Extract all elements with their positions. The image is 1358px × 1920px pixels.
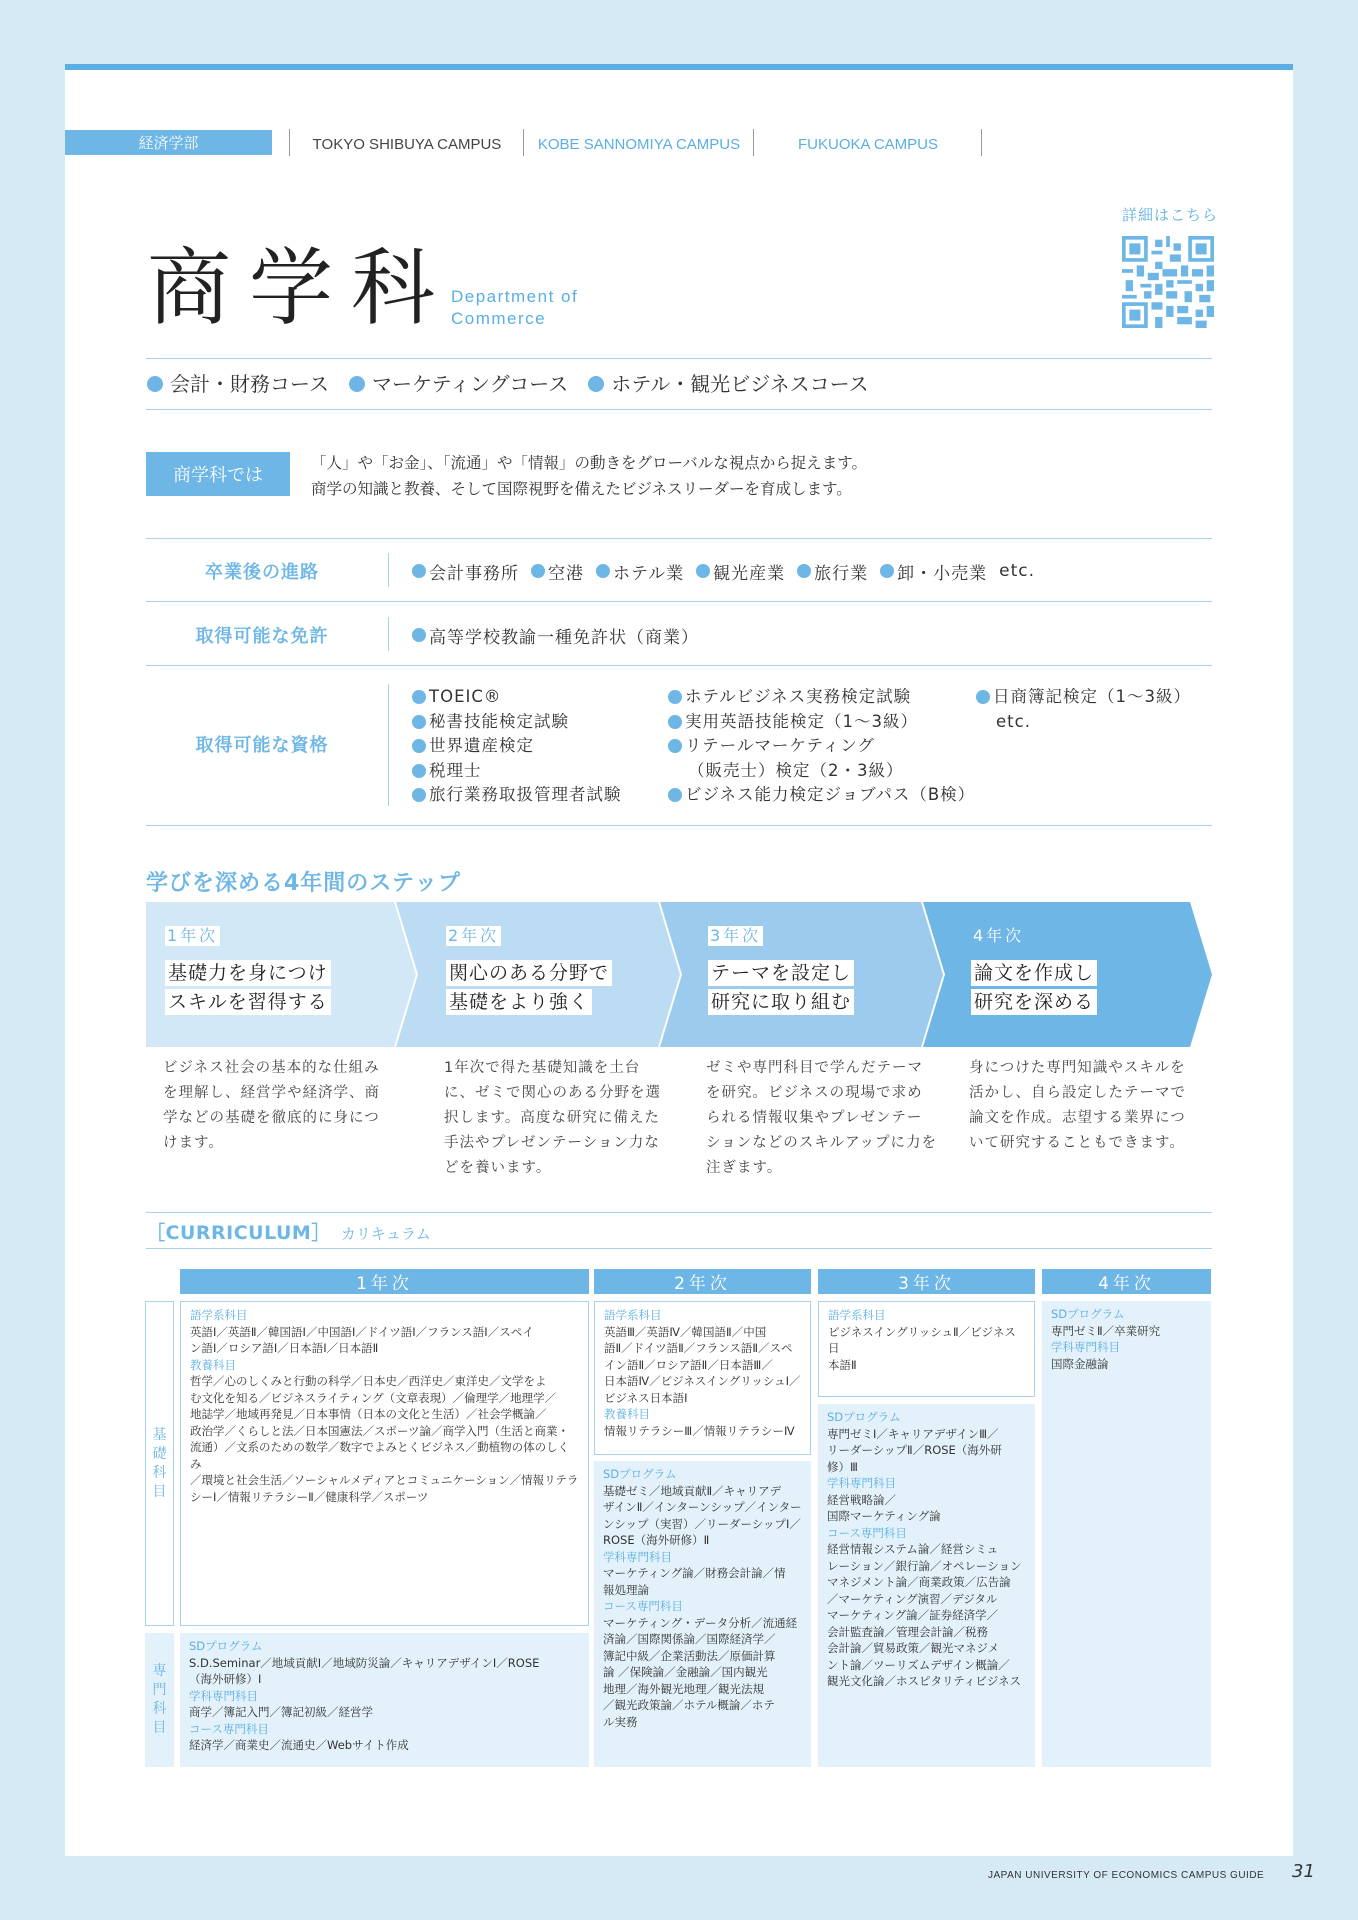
side-label-char: 科 — [152, 1701, 167, 1717]
bullet-icon — [412, 715, 426, 729]
curriculum-title-ja: カリキュラム — [340, 1225, 431, 1243]
bullet-icon — [588, 376, 604, 392]
subject-line: ／マーケティング演習／デジタル — [827, 1591, 998, 1606]
bullet-icon — [797, 564, 811, 578]
step-description-line: 論文を作成。志望する業界につ — [969, 1110, 1186, 1126]
subject-line: 会計論／貿易政策／観光マネジメ — [827, 1641, 1000, 1655]
bullet-icon — [880, 564, 894, 578]
subject-line: 修）Ⅲ — [827, 1459, 858, 1474]
subject-line: 専門ゼミⅡ／卒業研究 — [1051, 1323, 1161, 1338]
bullet-icon — [596, 564, 610, 578]
qualification-item — [412, 783, 622, 808]
subject-category: コース専門科目 — [189, 1721, 269, 1736]
step-description-line: どを養います。 — [444, 1160, 552, 1176]
qualification-label: TOEIC® — [429, 687, 502, 706]
careers-label: 卒業後の進路 — [205, 562, 319, 583]
faculty-tag: 経済学部 — [65, 130, 272, 155]
side-label-special — [145, 1633, 174, 1767]
curriculum-cell-y4 — [1042, 1301, 1211, 1767]
page-number: 31 — [1292, 1861, 1315, 1882]
curriculum-cell-y3-special — [818, 1404, 1035, 1767]
subject-category: 教養科目 — [190, 1357, 236, 1372]
step-description-line: いて研究することもできます。 — [969, 1135, 1185, 1151]
curriculum-cell-y2-special — [594, 1461, 811, 1767]
qualification-item — [668, 734, 975, 759]
title-en-line2: Commerce — [451, 309, 547, 328]
careers-list — [412, 558, 1035, 584]
subject-category: 語学系科目 — [828, 1308, 886, 1322]
subject-line: イン語Ⅱ／ロシア語Ⅱ／日本語Ⅲ／ — [604, 1357, 773, 1372]
step-headline: テーマを設定し — [708, 960, 854, 986]
step-description-line: 択します。高度な研究に備えた — [444, 1110, 660, 1126]
step-description-line: に、ゼミで関心のある分野を選 — [444, 1085, 661, 1101]
subject-line: 政治学／くらしと法／日本国憲法／スポーツ論／商学入門（生活と商業・ — [190, 1423, 570, 1438]
qualification-label: リテールマーケティング — [685, 736, 875, 755]
subject-line: 経営情報システム論／経営シミュ — [827, 1542, 999, 1556]
course-label: ホテル・観光ビジネスコース — [611, 372, 869, 396]
divider — [146, 825, 1212, 826]
step-description-line: 活かし、自ら設定したテーマで — [969, 1085, 1186, 1101]
bullet-icon — [412, 764, 426, 778]
step-description-line: 身につけた専門知識やスキルを — [969, 1060, 1186, 1076]
subject-line: 国際マーケティング論 — [827, 1509, 941, 1523]
subject-category: 学科専門科目 — [603, 1549, 672, 1564]
subject-line: 報処理論 — [603, 1582, 649, 1597]
divider — [146, 409, 1212, 410]
subject-line: 本語Ⅱ — [828, 1357, 857, 1372]
career-item — [880, 559, 987, 584]
subject-category: 学科専門科目 — [189, 1688, 258, 1703]
subject-line: ビジネス日本語Ⅰ — [604, 1390, 688, 1405]
curriculum-cell-y1-special — [180, 1633, 589, 1767]
subject-line: ROSE（海外研修）Ⅱ — [603, 1533, 710, 1547]
step-description-line: 手法やプレゼンテーション力な — [444, 1135, 660, 1151]
divider — [146, 1212, 1212, 1213]
qualification-item — [412, 759, 622, 784]
bullet-icon — [668, 690, 682, 704]
subject-line: 専門ゼミⅠ／キャリアデザインⅢ／ — [827, 1426, 999, 1441]
license-item — [412, 623, 699, 648]
step-description-line: ションなどのスキルアップに力を — [706, 1135, 938, 1151]
subject-line: 商学／簿記入門／簿記初級／経営学 — [189, 1705, 373, 1719]
career-item — [696, 559, 785, 584]
qualification-item — [668, 685, 975, 710]
bullet-icon — [668, 739, 682, 753]
qualification-item — [412, 710, 622, 735]
step-year: 2年次 — [448, 926, 500, 945]
qualifications-col2 — [668, 685, 975, 808]
subject-line: 会計監査論／管理会計論／税務 — [827, 1624, 988, 1639]
subject-line: ／観光政策論／ホテル概論／ホテ — [603, 1698, 775, 1712]
footer-guide: JAPAN UNIVERSITY OF ECONOMICS CAMPUS GUIDE — [988, 1870, 1265, 1881]
career-label: 旅行業 — [814, 563, 869, 584]
step-description — [706, 1056, 937, 1181]
career-label: 卸・小売業 — [897, 563, 988, 584]
subject-line: 日本語Ⅳ／ビジネスイングリッシュⅠ／ — [604, 1374, 801, 1388]
divider — [388, 617, 389, 651]
subject-category: 語学系科目 — [190, 1308, 248, 1322]
subject-line: S.D.Seminar／地域貢献Ⅰ／地域防災論／キャリアデザインⅠ／ROSE — [189, 1655, 540, 1670]
subject-line: 地理／海外観光地理／観光法規 — [603, 1681, 764, 1696]
year-header: 2年次 — [594, 1269, 811, 1294]
licenses-list — [412, 622, 699, 648]
step-headline: 基礎力を身につけ — [165, 960, 331, 986]
subject-line: 論 ／保険論／金融論／国内観光 — [603, 1665, 768, 1679]
subject-line: マーケティング論／証券経済学／ — [827, 1608, 999, 1622]
step-description-line: を研究。ビジネスの現場で求め — [706, 1085, 923, 1101]
career-label: 会計事務所 — [429, 563, 519, 584]
intro-line: 「人」や「お金」、「流通」や「情報」の動きをグローバルな視点から捉えます。 — [311, 454, 867, 472]
step-year: 4年次 — [973, 926, 1025, 945]
qualification-item — [976, 685, 1191, 710]
campus-tokyo-link[interactable]: TOKYO SHIBUYA CAMPUS — [312, 135, 502, 153]
bullet-icon — [531, 564, 545, 578]
top-accent-bar — [65, 64, 1293, 70]
subject-line: 語Ⅱ／ドイツ語Ⅱ／フランス語Ⅱ／スペ — [604, 1341, 793, 1355]
career-item — [596, 559, 684, 584]
step-headline: 関心のある分野で — [446, 960, 612, 986]
subject-line: 基礎ゼミ／地域貢献Ⅱ／キャリアデ — [603, 1483, 782, 1498]
subject-category: コース専門科目 — [603, 1599, 683, 1613]
bullet-icon — [349, 376, 365, 392]
year-header: 4年次 — [1042, 1269, 1211, 1294]
steps-heading: 学びを深める4年間のステップ — [146, 871, 461, 896]
subject-line: （海外研修）Ⅰ — [189, 1672, 262, 1686]
licenses-label: 取得可能な免許 — [195, 626, 329, 647]
etc-label: etc. — [999, 561, 1036, 581]
year-header: 3年次 — [818, 1269, 1035, 1294]
curriculum-cell-y1-basic — [180, 1301, 589, 1626]
license-label: 高等学校教諭一種免許状（商業） — [429, 627, 699, 648]
intro-line: 商学の知識と教養、そして国際視野を備えたビジネスリーダーを育成します。 — [311, 480, 852, 498]
curriculum-cell-y3-basic — [818, 1301, 1035, 1397]
subject-category: SDプログラム — [189, 1639, 263, 1653]
qualifications-col3 — [976, 685, 1191, 734]
subject-category: コース専門科目 — [827, 1525, 907, 1540]
divider — [146, 1248, 1212, 1249]
qualification-label: 世界遺産検定 — [429, 736, 534, 755]
bullet-icon — [668, 788, 682, 802]
step-year: 1年次 — [167, 926, 219, 945]
step-description — [163, 1056, 380, 1156]
bullet-icon — [412, 564, 426, 578]
subject-category: 語学系科目 — [604, 1308, 662, 1322]
intro-tag: 商学科では — [146, 452, 290, 496]
step-description-line: 学などの基礎を徹底的に身につ — [163, 1110, 380, 1126]
step-description-line: 注ぎます。 — [706, 1160, 783, 1176]
subject-category: SDプログラム — [603, 1467, 677, 1481]
side-label-basic — [145, 1301, 174, 1626]
qualification-item — [668, 710, 975, 735]
year-header: 1年次 — [180, 1269, 589, 1294]
subject-category: SDプログラム — [827, 1410, 901, 1424]
subject-line: ザインⅡ／インターンシップ／インター — [603, 1500, 802, 1514]
subject-category: SDプログラム — [1051, 1307, 1125, 1321]
course-list — [147, 369, 869, 399]
divider — [146, 358, 1212, 359]
qualification-item — [668, 783, 975, 808]
subject-line: レーション／銀行論／オペレーション — [827, 1558, 1022, 1573]
step-description — [969, 1056, 1186, 1156]
subject-line: 地誌学／地域再発見／日本事情（日本の文化と生活）／社会学概論／ — [190, 1407, 547, 1421]
step-description-line: 1年次で得た基礎知識を土台 — [444, 1060, 641, 1076]
qualification-label: 日商簿記検定（1〜3級） — [993, 687, 1191, 706]
side-label-char: 門 — [152, 1682, 167, 1698]
qualification-item — [412, 734, 622, 759]
title-english — [451, 286, 578, 330]
subject-line: 英語Ⅰ／英語Ⅱ／韓国語Ⅰ／中国語Ⅰ／ドイツ語Ⅰ／フランス語Ⅰ／スペイ — [190, 1324, 534, 1339]
subject-line: 流通）／文系のための数学／数字でよみとくビジネス／動植物の体のしくみ — [190, 1440, 570, 1471]
subject-line: 経営戦略論／ — [827, 1492, 896, 1507]
etc-label: etc. — [996, 711, 1031, 731]
career-label: 観光産業 — [713, 563, 786, 584]
qualification-label: 秘書技能検定試験 — [429, 711, 569, 731]
bullet-icon — [696, 564, 710, 578]
curriculum-heading — [146, 1218, 431, 1245]
divider — [146, 601, 1212, 602]
subject-line: ／環境と社会生活／ソーシャルメディアとコミュニケーション／情報リテラ — [190, 1473, 579, 1487]
step-description — [444, 1056, 661, 1181]
subject-line: リーダーシップⅡ／ROSE（海外研 — [827, 1443, 1002, 1457]
side-label-char: 目 — [152, 1483, 167, 1500]
divider — [981, 129, 982, 156]
subject-line: ンシップ（実習）／リーダーシップⅠ／ — [603, 1516, 801, 1531]
divider — [388, 553, 389, 587]
curriculum-cell-y2-basic — [594, 1301, 811, 1455]
course-item — [147, 369, 329, 399]
side-label-char: 専 — [152, 1663, 167, 1679]
subject-line: マーケティング・データ分析／流通経 — [603, 1615, 798, 1630]
title-en-line1: Department of — [451, 287, 579, 306]
course-label: マーケティングコース — [372, 372, 569, 396]
qualification-label: ホテルビジネス実務検定試験 — [685, 687, 912, 706]
subject-line: マネジメント論／商業政策／広告論 — [827, 1575, 1011, 1589]
campus-fukuoka-link[interactable]: FUKUOKA CAMPUS — [797, 135, 939, 153]
subject-line: 英語Ⅲ／英語Ⅳ／韓国語Ⅱ／中国 — [604, 1324, 767, 1339]
bullet-icon — [412, 628, 426, 642]
course-label: 会計・財務コース — [170, 372, 329, 396]
side-label-char: 目 — [152, 1720, 167, 1736]
career-label: 空港 — [548, 563, 584, 584]
divider — [146, 538, 1212, 539]
subject-line: ビジネスイングリッシュⅡ／ビジネス日 — [828, 1324, 1016, 1355]
step-year: 3年次 — [710, 926, 762, 945]
intro-text — [311, 450, 867, 502]
subject-line: 簿記中級／企業活動法／原価計算 — [603, 1648, 776, 1663]
qualification-label: ビジネス能力検定ジョブパス（B検） — [685, 785, 976, 804]
career-item — [412, 559, 519, 584]
bullet-icon — [412, 690, 426, 704]
qualification-label-cont: （販売士）検定（2・3級） — [688, 760, 904, 780]
qualifications-col1 — [412, 685, 622, 808]
subject-line: 観光文化論／ホスピタリティビジネス — [827, 1674, 1022, 1688]
course-item — [588, 369, 868, 399]
step-description-line: を理解し、経営学や経済学、商 — [163, 1085, 380, 1101]
step-description-line: られる情報収集やプレゼンテー — [706, 1110, 923, 1126]
career-item — [797, 559, 868, 584]
subject-category: 学科専門科目 — [827, 1476, 896, 1490]
course-item — [349, 369, 568, 399]
subject-line: ン語Ⅰ／ロシア語Ⅰ／日本語Ⅰ／日本語Ⅱ — [190, 1341, 379, 1355]
subject-line: ント論／ツーリズムデザイン概論／ — [827, 1657, 1010, 1672]
bullet-icon — [668, 715, 682, 729]
qualification-label: 税理士 — [429, 760, 482, 780]
page-title: 商学科 — [147, 239, 454, 337]
bullet-icon — [412, 788, 426, 802]
side-label-char: 科 — [152, 1464, 167, 1481]
step-headline: スキルを習得する — [165, 989, 331, 1015]
step-headline: 研究に取り組む — [708, 989, 854, 1015]
subject-category: 教養科目 — [604, 1407, 650, 1421]
subject-line: シーⅠ／情報リテラシーⅡ／健康科学／スポーツ — [190, 1489, 429, 1504]
step-headline: 基礎をより強く — [446, 989, 592, 1015]
step-headline: 研究を深める — [971, 989, 1097, 1015]
side-label-char: 基 — [152, 1426, 167, 1443]
subject-line: 国際金融論 — [1051, 1356, 1109, 1371]
subject-line: 哲学／心のしくみと行動の科学／日本史／西洋史／東洋史／文学をよ — [190, 1374, 547, 1388]
step-headline: 論文を作成し — [971, 960, 1097, 986]
subject-category: 学科専門科目 — [1051, 1340, 1120, 1354]
campus-kobe-link[interactable]: KOBE SANNOMIYA CAMPUS — [537, 135, 741, 153]
detail-link-label[interactable]: 詳細はこちら — [1121, 206, 1218, 224]
step-description-line: ゼミや専門科目で学んだテーマ — [706, 1060, 923, 1076]
qr-code-icon[interactable] — [1122, 236, 1214, 328]
qualification-item — [412, 685, 622, 710]
subject-line: ル実務 — [603, 1714, 638, 1729]
qualifications-label: 取得可能な資格 — [195, 735, 329, 756]
subject-line: 経済学／商業史／流通史／Webサイト作成 — [189, 1738, 409, 1752]
divider — [146, 665, 1212, 666]
subject-line: む文化を知る／ビジネスライティング（文章表現）／倫理学／地理学／ — [190, 1390, 557, 1405]
career-item — [531, 559, 584, 584]
subject-line: マーケティング論／財務会計論／情 — [603, 1566, 786, 1580]
subject-line: 済論／国際関係論／国際経済学／ — [603, 1632, 776, 1646]
curriculum-title-en: ［CURRICULUM］ — [146, 1222, 331, 1244]
subject-line: 情報リテラシーⅢ／情報リテラシーⅣ — [604, 1423, 795, 1438]
step-description-line: ビジネス社会の基本的な仕組み — [163, 1060, 380, 1076]
side-label-char: 礎 — [152, 1445, 167, 1462]
qualification-label: 実用英語技能検定（1〜3級） — [685, 711, 918, 731]
bullet-icon — [412, 739, 426, 753]
step-description-line: けます。 — [163, 1135, 224, 1151]
qualification-label: 旅行業務取扱管理者試験 — [429, 785, 622, 804]
bullet-icon — [147, 376, 163, 392]
divider — [388, 684, 389, 806]
career-label: ホテル業 — [613, 563, 685, 584]
bullet-icon — [976, 690, 990, 704]
